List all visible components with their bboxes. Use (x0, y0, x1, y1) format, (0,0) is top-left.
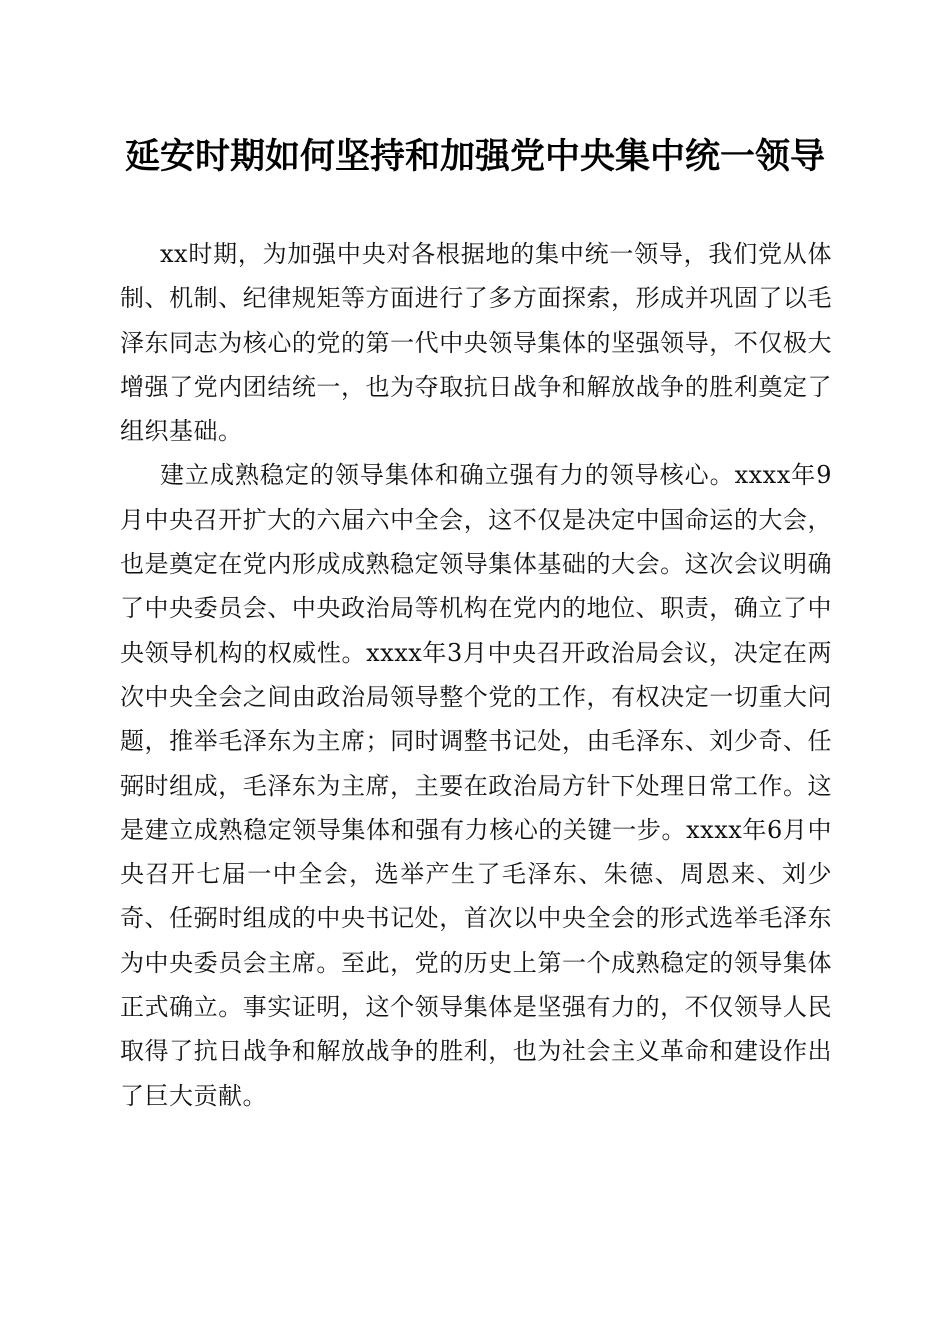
document-body (120, 232, 832, 1118)
paragraph-intro: xx时期，为加强中央对各根据地的集中统一领导，我们党从体制、机制、纪律规矩等方面进行了多方面探索，形成并巩固了以毛泽东同志为核心的党的第一代中央领导集体的坚强领导，不仅极大增强了党内团结统一，也为夺取抗日战争和解放战争的胜利奠定了组织基础。 (120, 240, 832, 446)
document-title: 延安时期如何坚持和加强党中央集中统一领导 (124, 136, 825, 177)
paragraph-leadership-collective: 建立成熟稳定的领导集体和确立强有力的领导核心。xxxx年9月中央召开扩大的六届六中全会，这不仅是决定中国命运的大会，也是奠定在党内形成成熟稳定领导集体基础的大会。这次会议明确了中央委员会、中央政治局等机构在党内的地位、职责，确立了中央领导机构的权威性。xxxx年3月中央召开政治局会议，决定在两次中央全会之间由政治局领导整个党的工作，有权决定一切重大问题，推举毛泽东为主席；同时调整书记处，由毛泽东、刘少奇、任弼时组成，毛泽东为主席，主要在政治局方针下处理日常工作。这是建立成熟稳定领导集体和强有力核心的关键一步。xxxx年6月中央召开七届一中全会，选举产生了毛泽东、朱德、周恩来、刘少奇、任弼时组成的中央书记处，首次以中央全会的形式选举毛泽东为中央委员会主席。至此，党的历史上第一个成熟稳定的领导集体正式确立。事实证明，这个领导集体是坚强有力的，不仅领导人民取得了抗日战争和解放战争的胜利，也为社会主义革命和建设作出了巨大贡献。 (120, 461, 832, 1110)
